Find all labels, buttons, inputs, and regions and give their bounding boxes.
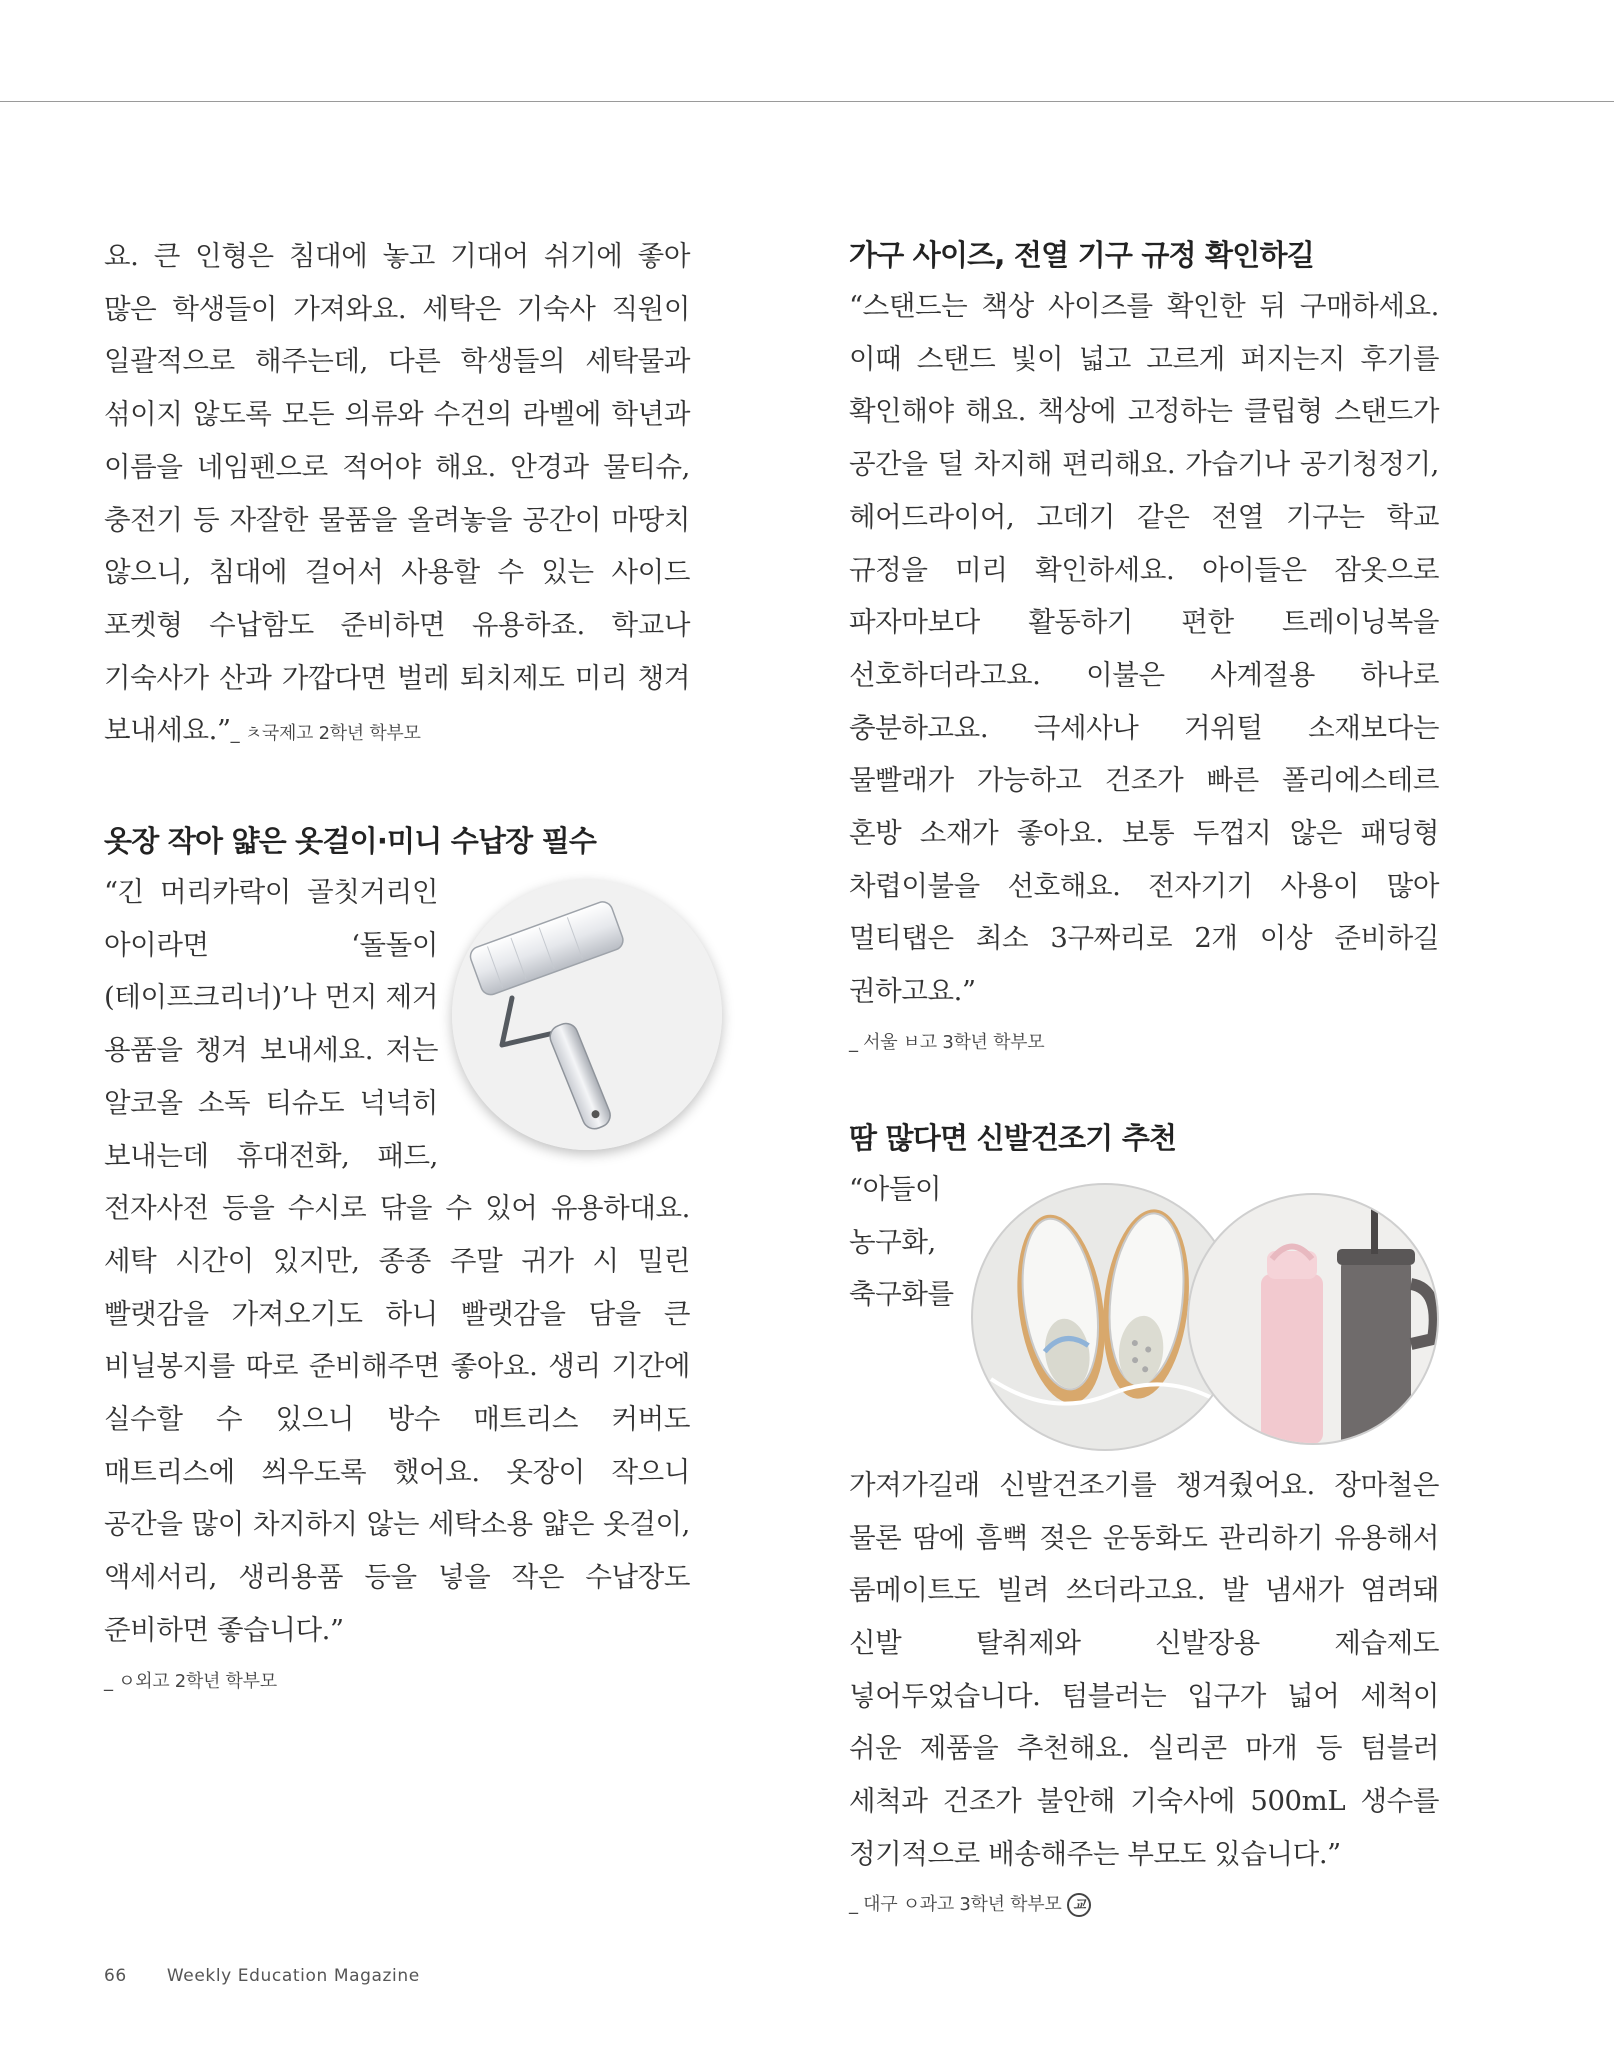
- shoes-and-tumbler-photo: [971, 1179, 1449, 1459]
- magazine-name: Weekly Education Magazine: [166, 1966, 420, 1986]
- section-shoes-byline: _ 대구 ㅇ과고 3학년 학부모 교: [849, 1890, 1439, 1920]
- section-shoes-text: “아들이 농구화, 축구화를 가져가길래 신발건조기를 챙겨줬어요. 장마철은 물론 땀에 흠뻑 젖은 운동화도 관리하기 유용해서 룸메이트도 빌려 쓰더라고요. 발 냄새가 염려돼 신발 탈취제와 신발장용 제습제도 넣어두었습니다. 텀블러는 입구가 넓어 세척이 쉬운 제품을 추천해요. 실리콘 마개 등 텀블러 세척과 건조가 불안해 기숙사에 500mL 생수를 정기적으로 배송해주는 부모도 있습니다.”: [849, 1172, 1439, 1870]
- section-heading-hangers: 옷장 작아 얇은 옷걸이·미니 수납장 필수: [104, 824, 597, 859]
- page-footer: [104, 1966, 420, 1986]
- intro-paragraph: 요. 큰 인형은 침대에 놓고 기대어 쉬기에 좋아 많은 학생들이 가져와요. 세탁은 기숙사 직원이 일괄적으로 해주는데, 다른 학생들의 세탁물과 섞이지 않도록 모든 의류와 수건의 라벨에 학년과 이름을 네임펜으로 적어야 해요. 안경과 물티슈, 충전기 등 자잘한 물품을 올려놓을 공간이 마땅치 않으니, 침대에 걸어서 사용할 수 있는 사이드 포켓형 수납함도 준비하면 유용하죠. 학교나 기숙사가 산과 가깝다면 벌레 퇴치제도 미리 챙겨 보내세요.”_ ㅊ국제고 2학년 학부모: [104, 240, 690, 747]
- lint-roller-icon: [452, 880, 722, 1150]
- section-furniture-text: “스탠드는 책상 사이즈를 확인한 뒤 구매하세요. 이때 스탠드 빛이 넓고 고르게 퍼지는지 후기를 확인해야 해요. 책상에 고정하는 클립형 스탠드가 공간을 덜 차지해 편리해요. 가습기나 공기청정기, 헤어드라이어, 고데기 같은 전열 기구는 학교 규정을 미리 확인하세요. 아이들은 잠옷으로 파자마보다 활동하기 편한 트레이닝복을 선호하더라고요. 이불은 사계절용 하나로 충분하고요. 극세사나 거위털 소재보다는 물빨래가 가능하고 건조가 빠른 폴리에스테르 혼방 소재가 좋아요. 보통 두껍지 않은 패딩형 차렵이불을 선호해요. 전자기기 사용이 많아 멀티탭은 최소 3구짜리로 2개 이상 준비하길 권하고요.”: [849, 290, 1439, 1008]
- section-furniture-byline: _ 서울 ㅂ고 3학년 학부모: [849, 1031, 1045, 1053]
- page-number: 66: [104, 1966, 127, 1986]
- right-column: [849, 230, 1439, 1920]
- sneakers-and-tumbler-image: [971, 1179, 1449, 1459]
- section-heading-shoes: 땀 많다면 신발건조기 추천: [849, 1120, 1177, 1155]
- section-hangers-byline: _ ㅇ외고 2학년 학부모: [104, 1670, 277, 1692]
- left-column: [104, 230, 690, 1697]
- section-hangers-text: “긴 머리카락이 골칫거리인 아이라면 ‘돌돌이(테이프크리너)’나 먼지 제거 용품을 챙겨 보내세요. 저는 알코올 소독 티슈도 넉넉히 보내는데 휴대전화, 패드, 전자사전 등을 수시로 닦을 수 있어 유용하대요. 세탁 시간이 있지만, 종종 주말 귀가 시 밀린 빨랫감을 가져오기도 하니 빨랫감을 담을 큰 비닐봉지를 따로 준비해주면 좋아요. 생리 기간에 실수할 수 있으니 방수 매트리스 커버도 매트리스에 씌우도록 했어요. 옷장이 작으니 공간을 많이 차지하지 않는 세탁소용 얇은 옷걸이, 액세서리, 생리용품 등을 넣을 작은 수납장도 준비하면 좋습니다.”: [104, 876, 690, 1646]
- top-rule: [0, 101, 1614, 102]
- magazine-logo-mark: 교: [1067, 1893, 1091, 1917]
- lint-roller-photo: [452, 880, 722, 1150]
- intro-byline: _ ㅊ국제고 2학년 학부모: [230, 723, 421, 745]
- section-heading-furniture: 가구 사이즈, 전열 기구 규정 확인하길: [849, 238, 1314, 272]
